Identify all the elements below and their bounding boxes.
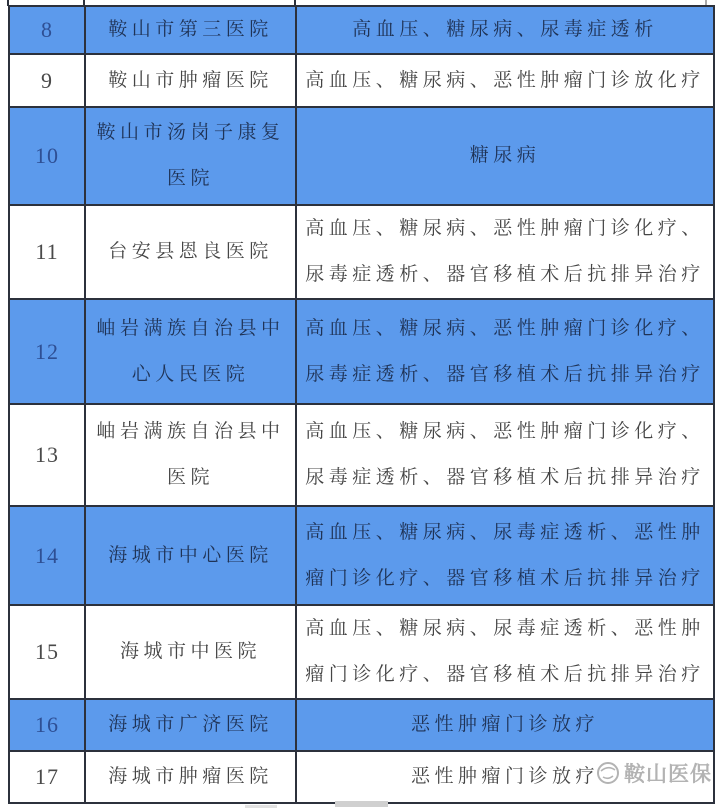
conditions-cell: 高血压、糖尿病、恶性肿瘤门诊放化疗 (296, 54, 714, 107)
hospital-name-cell: 海城市广济医院 (85, 699, 296, 751)
page-bottom-artifact (335, 801, 388, 807)
table-row (9, 6, 714, 54)
conditions-cell: 恶性肿瘤门诊放疗 (296, 751, 714, 803)
row-number-cell: 11 (9, 205, 85, 299)
table-row (9, 404, 714, 506)
row-number-cell: 17 (9, 751, 85, 803)
hospital-coverage-table (8, 5, 715, 804)
watermark (596, 758, 712, 788)
hospital-name-cell: 鞍山市肿瘤医院 (85, 54, 296, 107)
row-number-cell: 10 (9, 107, 85, 205)
table-row (9, 205, 714, 299)
row-number-cell: 12 (9, 299, 85, 404)
table-row (9, 605, 714, 699)
anshan-medical-insurance-logo-icon (596, 761, 620, 785)
table-row (9, 299, 714, 404)
hospital-name-cell: 岫岩满族自治县中心人民医院 (85, 299, 296, 404)
hospital-name-cell: 海城市肿瘤医院 (85, 751, 296, 803)
table-row (9, 54, 714, 107)
hospital-name-cell: 海城市中医院 (85, 605, 296, 699)
conditions-cell: 恶性肿瘤门诊放疗 (296, 699, 714, 751)
hospital-name-cell: 海城市中心医院 (85, 506, 296, 605)
watermark-label: 鞍山医保 (624, 762, 712, 786)
hospital-name-cell: 台安县恩良医院 (85, 205, 296, 299)
row-number-cell: 16 (9, 699, 85, 751)
row-number-cell: 13 (9, 404, 85, 506)
row-number-cell: 8 (9, 6, 85, 54)
conditions-cell: 高血压、糖尿病、恶性肿瘤门诊化疗、尿毒症透析、器官移植术后抗排异治疗 (296, 404, 714, 506)
row-number-cell: 9 (9, 54, 85, 107)
table-row (9, 699, 714, 751)
table-row (9, 506, 714, 605)
hospital-name-cell: 鞍山市汤岗子康复医院 (85, 107, 296, 205)
conditions-cell: 高血压、糖尿病、尿毒症透析、恶性肿瘤门诊化疗、器官移植术后抗排异治疗 (296, 605, 714, 699)
conditions-cell: 高血压、糖尿病、恶性肿瘤门诊化疗、尿毒症透析、器官移植术后抗排异治疗 (296, 205, 714, 299)
row-number-cell: 14 (9, 506, 85, 605)
conditions-cell: 糖尿病 (296, 107, 714, 205)
row-number-cell: 15 (9, 605, 85, 699)
table-row (9, 107, 714, 205)
conditions-cell: 高血压、糖尿病、恶性肿瘤门诊化疗、尿毒症透析、器官移植术后抗排异治疗 (296, 299, 714, 404)
hospital-name-cell: 鞍山市第三医院 (85, 6, 296, 54)
hospital-name-cell: 岫岩满族自治县中医院 (85, 404, 296, 506)
conditions-cell: 高血压、糖尿病、尿毒症透析 (296, 6, 714, 54)
conditions-cell: 高血压、糖尿病、尿毒症透析、恶性肿瘤门诊化疗、器官移植术后抗排异治疗 (296, 506, 714, 605)
